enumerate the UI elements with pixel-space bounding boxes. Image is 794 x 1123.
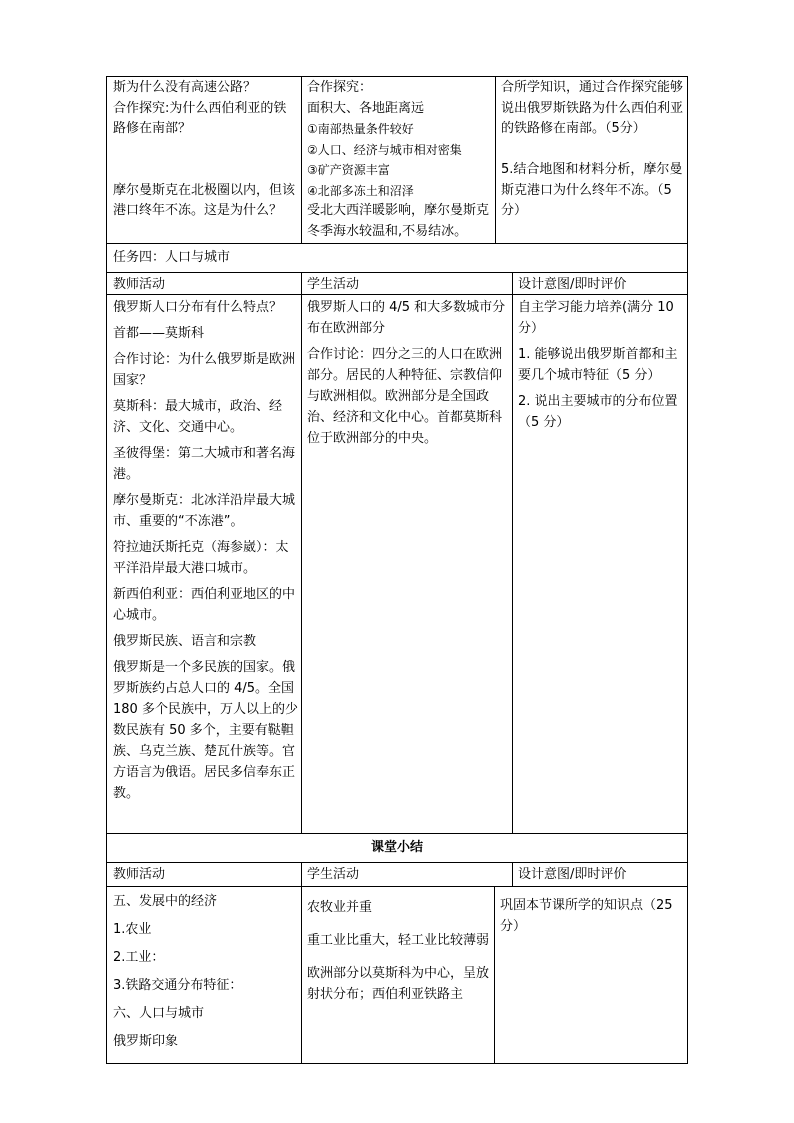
- teacher-text: 1.农业: [113, 922, 152, 937]
- design-text: 巩固本节课所学的知识点（25 分）: [500, 898, 673, 934]
- teacher-text: 斯为什么没有高速公路？: [113, 80, 257, 95]
- teacher-text: 符拉迪沃斯托克（海参崴）：太平洋沿岸最大港口城市。: [113, 540, 289, 576]
- header-design: 设计意图/即时评价: [518, 867, 627, 882]
- row-divider: [107, 243, 687, 244]
- teacher-text: 摩尔曼斯克：北冰洋沿岸最大城市、重要的“不冻港”。: [113, 493, 296, 529]
- header-design: 设计意图/即时评价: [518, 277, 627, 292]
- student-text: 受北大西洋暖影响，摩尔曼斯克冬季海水较温和,不易结冰。: [307, 203, 490, 239]
- student-text: 面积大、各地距离远: [307, 100, 425, 116]
- teacher-text: 莫斯科：最大城市，政治、经济、文化、交通中心。: [113, 399, 283, 435]
- teacher-text: 圣彼得堡：第二大城市和著名海港。: [113, 446, 296, 482]
- design-text: 5.结合地图和材料分析，摩尔曼斯克港口为什么终年不冻。（5分）: [501, 162, 683, 218]
- top-student-cell: [307, 78, 493, 242]
- header-student: 学生活动: [307, 867, 360, 882]
- teacher-text: 3.铁路交通分布特征：: [113, 978, 243, 993]
- header-teacher: 教师活动: [113, 867, 166, 882]
- teacher-text: 2.工业：: [113, 950, 165, 965]
- column-divider: [301, 272, 302, 833]
- student-text: 合作探究：: [307, 80, 373, 95]
- task-title: 任务四：人口与城市: [113, 250, 231, 265]
- teacher-text: 摩尔曼斯克在北极圈以内，但该港口终年不冻。这是为什么？: [113, 182, 296, 218]
- lesson-plan-table: [106, 76, 688, 1064]
- top-design-cell: [501, 78, 685, 222]
- teacher-text: 合作讨论：为什么俄罗斯是欧洲国家？: [113, 352, 296, 388]
- summary-teacher-cell: [113, 891, 299, 1052]
- student-text: ①南部热量条件较好: [307, 122, 414, 136]
- summary-title: 课堂小结: [370, 840, 423, 855]
- student-text: 俄罗斯人口的 4/5 和大多数城市分布在欧洲部分: [307, 300, 506, 336]
- task4-student-cell: [307, 297, 507, 449]
- teacher-text: 合作探究:为什么西伯利亚的铁路修在南部？: [113, 100, 287, 136]
- teacher-text: 首都——莫斯科: [113, 326, 205, 341]
- student-text: ③矿产资源丰富: [307, 163, 390, 177]
- column-divider: [512, 272, 513, 833]
- teacher-text: 俄罗斯是一个多民族的国家。俄罗斯族约占总人口的 4/5。全国 180 多个民族中，万人以上的少数民族有 50 多个，主要有鞑靼族、乌克兰族、楚瓦什族等。官方语言为俄语。居民多信奉东正教。: [113, 660, 298, 801]
- summary-design-cell: [500, 895, 684, 937]
- student-text: ④北部多冻土和沼泽: [307, 183, 414, 198]
- student-text: 合作讨论：四分之三的人口在欧洲部分。居民的人种特征、宗教信仰与欧洲相似。欧洲部分是全国政治、经济和文化中心。首都莫斯科位于欧洲部分的中央。: [307, 347, 503, 446]
- student-text: 欧洲部分以莫斯科为中心，呈放射状分布；西伯利亚铁路主: [307, 966, 490, 1002]
- design-text: 1. 能够说出俄罗斯首都和主要几个城市特征（5 分）: [518, 347, 678, 383]
- teacher-text: 俄罗斯印象: [113, 1034, 179, 1049]
- teacher-text: 五、发展中的经济: [113, 894, 218, 909]
- task4-design-cell: [518, 297, 686, 433]
- row-divider: [107, 862, 687, 863]
- student-text: 农牧业并重: [307, 900, 373, 915]
- header-student: 学生活动: [307, 277, 360, 292]
- row-divider: [107, 886, 687, 887]
- teacher-text: 六、人口与城市: [113, 1006, 205, 1021]
- column-divider: [301, 77, 302, 243]
- teacher-text: 俄罗斯民族、语言和宗教: [113, 634, 257, 649]
- design-text: 2. 说出主要城市的分布位置（5 分）: [518, 394, 678, 430]
- column-divider: [495, 77, 496, 243]
- student-text: 重工业比重大，轻工业比较薄弱: [307, 933, 490, 948]
- top-teacher-cell: [113, 78, 299, 222]
- column-divider: [301, 862, 302, 1064]
- teacher-text: 俄罗斯人口分布有什么特点？: [113, 300, 283, 315]
- row-divider: [107, 833, 687, 834]
- teacher-text: 新西伯利亚：西伯利亚地区的中心城市。: [113, 587, 296, 623]
- summary-student-cell: [307, 897, 491, 1005]
- design-text: 合所学知识，通过合作探究能够说出俄罗斯铁路为什么西伯利亚的铁路修在南部。（5分）: [501, 80, 684, 136]
- column-divider: [494, 886, 495, 1064]
- design-text: 自主学习能力培养(满分 10 分）: [518, 300, 674, 336]
- row-divider: [107, 272, 687, 273]
- column-divider: [512, 862, 513, 886]
- student-text: ②人口、经济与城市相对密集: [307, 142, 462, 157]
- task4-teacher-cell: [113, 297, 299, 804]
- header-teacher: 教师活动: [113, 277, 166, 292]
